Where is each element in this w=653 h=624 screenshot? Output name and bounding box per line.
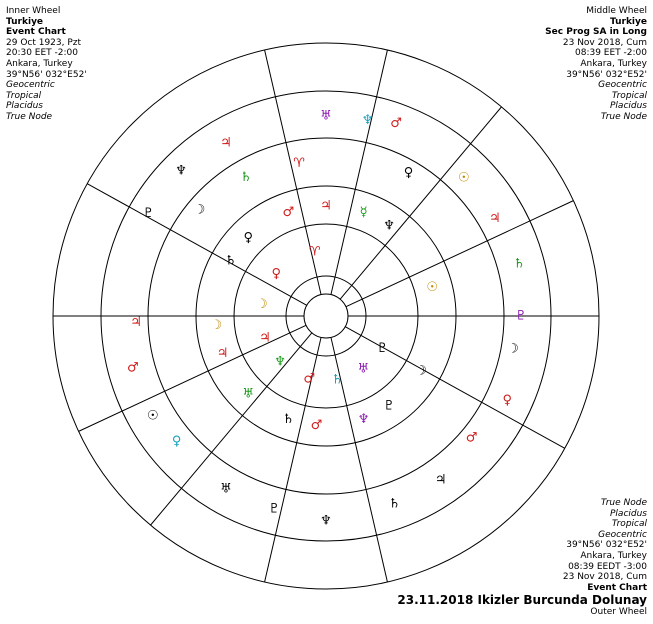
middle-wheel-tropical: Tropical [611, 90, 647, 101]
cusp-line-2 [79, 325, 306, 431]
planet-glyph-icon: ♇ [376, 341, 389, 356]
planet-glyph-icon: ♇ [268, 501, 281, 517]
planet-glyph-icon: ♀ [243, 230, 253, 246]
planet-glyph-icon: ♃ [259, 330, 271, 346]
inner-wheel-houses: Placidus [6, 101, 43, 112]
planet-glyph-icon: ♀ [502, 393, 513, 409]
planet-glyph-icon: ♀ [271, 266, 281, 282]
planet-glyph-icon: ♂ [126, 360, 139, 376]
planet-glyph-icon: ♇ [515, 308, 527, 324]
planet-glyph-icon: ♂ [303, 371, 316, 387]
inner-wheel-tropical: Tropical [6, 90, 42, 101]
planet-glyph-icon: ♃ [489, 211, 501, 226]
planet-glyph-icon: ☽ [415, 363, 428, 379]
outer-wheel-houses: Placidus [610, 508, 647, 519]
middle-wheel-name: Turkiye [609, 16, 647, 27]
planet-glyph-icon: ☉ [146, 408, 159, 424]
planet-glyph-icon: ☽ [210, 318, 223, 334]
middle-wheel-label: Middle Wheel [586, 6, 647, 16]
inner-wheel-label: Inner Wheel [6, 6, 61, 16]
inner-wheel-node: True Node [6, 111, 53, 122]
planet-glyph-icon: ♈ [308, 244, 321, 260]
inner-wheel-coords: 39°N56' 032°E52' [6, 69, 87, 80]
outer-wheel-node: True Node [600, 498, 647, 509]
middle-wheel-zodiac: Geocentric [598, 80, 647, 91]
planet-glyph-icon: ♅ [220, 481, 232, 497]
planet-glyph-icon: ♃ [434, 472, 447, 488]
outer-wheel-chart-type: Event Chart [587, 582, 647, 593]
outer-wheel-tropical: Tropical [611, 519, 647, 530]
planet-glyph-icon: ♆ [361, 112, 374, 128]
planet-glyph-icon: ♆ [383, 218, 395, 234]
planet-glyph-icon: ♄ [388, 496, 401, 512]
planet-glyph-icon: ♃ [320, 198, 332, 214]
planet-glyph-icon: ♄ [224, 253, 237, 269]
outer-wheel-coords: 39°N56' 032°E52' [566, 540, 647, 551]
outer-wheel-label: Outer Wheel [590, 607, 647, 618]
planet-glyph-icon: ♆ [175, 163, 187, 179]
planet-glyph-icon: ♄ [331, 372, 344, 388]
middle-wheel-date: 23 Nov 2018, Cum [562, 37, 647, 48]
outer-wheel-place: Ankara, Turkey [580, 551, 647, 562]
planet-glyph-icon: ♆ [357, 411, 370, 427]
middle-wheel-chart-type: Sec Prog SA in Long [545, 27, 647, 38]
inner-wheel-place: Ankara, Turkey [6, 58, 73, 69]
cusp-line-8 [346, 201, 573, 307]
inner-wheel-name: Turkiye [6, 16, 44, 27]
planet-glyph-icon: ♂ [390, 115, 402, 131]
planet-glyph-icon: ♇ [383, 398, 395, 414]
planet-glyph-icon: ♆ [274, 354, 286, 370]
planet-glyph-icon: ♆ [320, 513, 332, 529]
planet-glyph-icon: ☿ [359, 205, 368, 221]
planet-glyph-icon: ♃ [130, 315, 142, 331]
middle-wheel-place: Ankara, Turkey [580, 58, 647, 69]
planet-glyph-icon: ☽ [507, 341, 519, 357]
planet-glyph-icon: ♄ [240, 169, 252, 185]
planet-glyph-icon: ♅ [242, 386, 255, 402]
planet-glyph-icon: ☽ [256, 297, 268, 313]
inner-wheel-zodiac: Geocentric [6, 80, 55, 91]
middle-wheel-coords: 39°N56' 032°E52' [566, 69, 647, 80]
inner-wheel-time: 20:30 EET -2:00 [6, 48, 78, 59]
planet-glyph-icon: ☉ [458, 170, 470, 186]
planet-glyph-icon: ♂ [282, 205, 295, 221]
outer-wheel-title: 23.11.2018 Ikizler Burcunda Dolunay [397, 593, 647, 608]
middle-wheel-time: 08:39 EET -2:00 [575, 48, 647, 59]
inner-wheel-date: 29 Oct 1923, Pzt [6, 37, 82, 48]
middle-wheel-node: True Node [600, 111, 647, 122]
inner-wheel-chart-type: Event Chart [6, 27, 66, 38]
planet-glyph-icon: ♂ [310, 418, 323, 434]
planet-glyph-icon: ♃ [216, 346, 229, 362]
planet-glyph-icon: ♈ [293, 155, 305, 171]
outer-wheel-zodiac: Geocentric [598, 529, 647, 540]
planet-glyph-icon: ♀ [403, 165, 414, 181]
center-ring [304, 294, 348, 338]
planet-glyph-icon: ☉ [426, 280, 439, 296]
planet-glyph-icon: ♃ [220, 135, 232, 151]
planet-glyph-icon: ♀ [171, 433, 182, 449]
planet-glyphs [127, 109, 527, 529]
planet-glyph-icon: ♄ [513, 256, 526, 272]
planet-glyph-icon: ♅ [320, 108, 332, 124]
planet-glyph-icon: ♇ [142, 206, 155, 221]
planet-glyph-icon: ☽ [193, 202, 206, 218]
planet-glyph-icon: ♄ [282, 411, 295, 427]
cusp-line-9 [340, 107, 501, 299]
planet-glyph-icon: ♂ [465, 430, 478, 446]
planet-glyph-icon: ♅ [357, 361, 370, 377]
cusp-line-10 [331, 50, 387, 295]
outer-wheel-time: 08:39 EEDT -3:00 [568, 561, 647, 572]
middle-wheel-houses: Placidus [610, 101, 647, 112]
outer-wheel-date: 23 Nov 2018, Cum [562, 572, 647, 583]
